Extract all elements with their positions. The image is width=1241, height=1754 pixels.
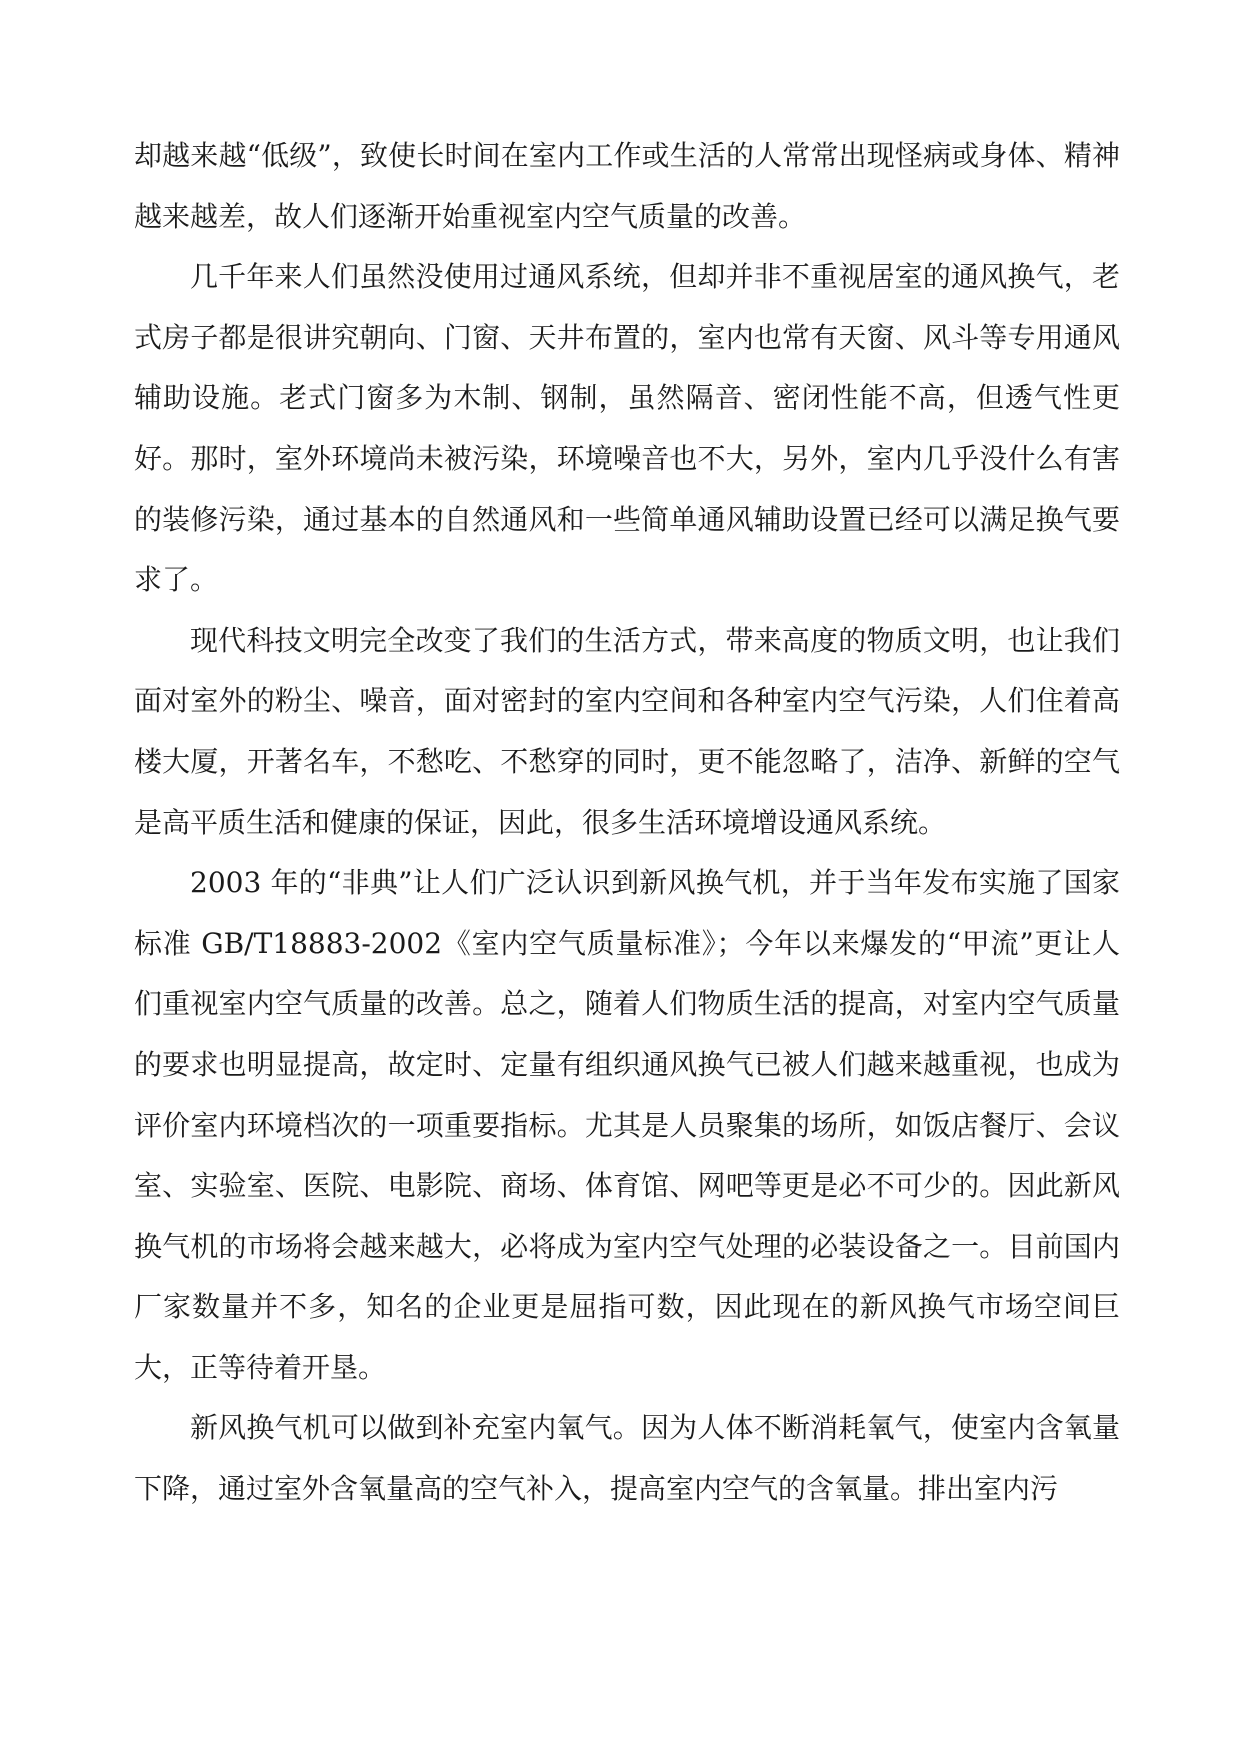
- paragraph-modern-civilization: 现代科技文明完全改变了我们的生活方式，带来高度的物质文明，也让我们面对室外的粉尘、噪音，面对密封的室内空间和各种室内空气污染，人们住着高楼大厦，开著名车，不愁吃、不愁穿的同时，更不能忽略了，洁净、新鲜的空气是高平质生活和健康的保证，因此，很多生活环境增设通风系统。: [134, 623, 1120, 839]
- paragraph-market-outlook: 2003 年的“非典”让人们广泛认识到新风换气机，并于当年发布实施了国家标准 GB/T18883-2002《室内空气质量标准》；今年以来爆发的“甲流”更让人们重视室内空气质量的改善。总之，随着人们物质生活的提高，对室内空气质量的要求也明显提高，故定时、定量有组织通风换气已被人们越来越重视，也成为评价室内环境档次的一项重要指标。尤其是人员聚集的场所，如饭店餐厅、会议室、实验室、医院、电影院、商场、体育馆、网吧等更是必不可少的。因此新风换气机的市场将会越来越大，必将成为室内空气处理的必装设备之一。目前国内厂家数量并不多，知名的企业更是屈指可数，因此现在的新风换气市场空间巨大，正等待着开垦。: [134, 866, 1120, 1384]
- body-text: [134, 126, 1120, 1520]
- paragraph-traditional-ventilation: 几千年来人们虽然没使用过通风系统，但却并非不重视居室的通风换气，老式房子都是很讲究朝向、门窗、天井布置的，室内也常有天窗、风斗等专用通风辅助设施。老式门窗多为木制、钢制，虽然隔音、密闭性能不高，但透气性更好。那时，室外环境尚未被污染，环境噪音也不大，另外，室内几乎没什么有害的装修污染，通过基本的自然通风和一些简单通风辅助设置已经可以满足换气要求了。: [134, 260, 1120, 597]
- paragraph-oxygen-supply: 新风换气机可以做到补充室内氧气。因为人体不断消耗氧气，使室内含氧量下降，通过室外含氧量高的空气补入，提高室内空气的含氧量。排出室内污: [134, 1411, 1120, 1506]
- paragraph-continuation: 却越来越“低级”，致使长时间在室内工作或生活的人常常出现怪病或身体、精神越来越差，故人们逐渐开始重视室内空气质量的改善。: [134, 139, 1120, 233]
